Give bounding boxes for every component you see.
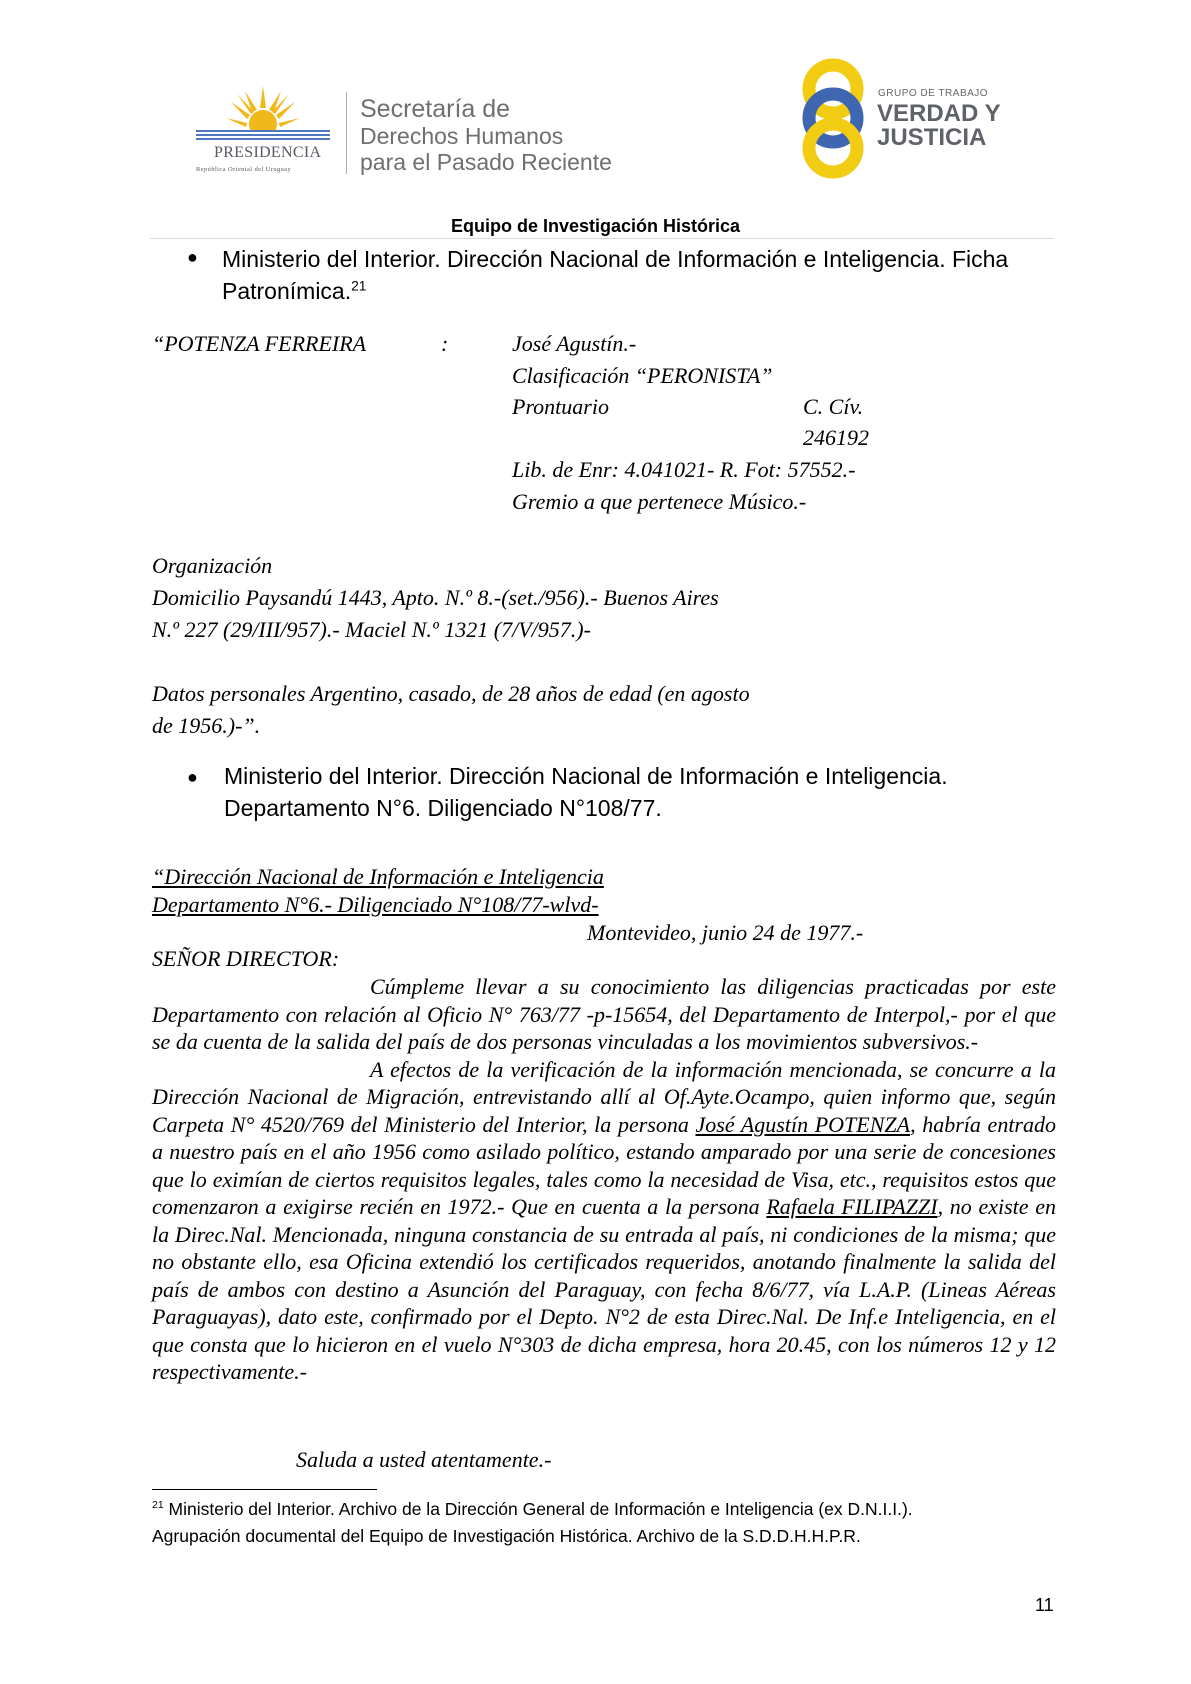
presidencia-logo (188, 86, 338, 174)
letter-header-1: “Dirección Nacional de Información e Inteligencia (152, 864, 604, 889)
footnote-line1: Ministerio del Interior. Archivo de la Dirección General de Información e Inteligencia (ex D.N.I.I.). (163, 1499, 913, 1519)
justicia-label: JUSTICIA (877, 124, 987, 151)
ficha-gremio: Gremio a que pertenece Músico.- (512, 489, 807, 514)
header-divider (346, 92, 347, 174)
grupo-label: GRUPO DE TRABAJO (878, 88, 989, 99)
ficha-domicilio-2: N.º 227 (29/III/957).- Maciel N.º 1321 (7/V/957.)- (152, 617, 591, 642)
bullet2-line2: Departamento N°6. Diligenciado N°108/77. (224, 795, 662, 821)
ficha-datos-1: Datos personales Argentino, casado, de 28 años de edad (en agosto (152, 681, 750, 706)
footnote-line2: Agrupación documental del Equipo de Investigación Histórica. Archivo de la S.D.D.H.H.P.R. (152, 1526, 861, 1546)
letter-body (152, 973, 1056, 1386)
page-title: Equipo de Investigación Histórica (450, 216, 741, 236)
ficha-organizacion: Organización (152, 553, 273, 578)
ficha-prontuario: Prontuario (512, 394, 609, 419)
letter-paragraph-2: A efectos de la verificación de la información mencionada, se concurre a la Dirección Nacional de Migración, entrevistando allí al Of.Ayte.Ocampo, quien informo que, según Carpeta N° 4520/769 del Ministerio del Interior, la persona José Agustín POTENZA, habría entrado a nuestro país en el año 1956 como asilado político, estando amparado por una serie de concesiones que lo eximían de ciertos requisitos legales, tales como la necesidad de Visa, etc., requisitos estos que comenzaron a exigirse recién en 1972.- Que en cuenta a la persona Rafaela FILIPAZZI, no existe en la Direc.Nal. Mencionada, ninguna constancia de su entrada al país, ni condiciones de la misma; que no obstante ello, esa Oficina extendió los certificados requeridos, anotando finalmente la salida del país de ambos con destino a Asunción del Paraguay, con fecha 8/6/77, vía L.A.P. (Lineas Aéreas Paraguayas), dato este, confirmado por el Depto. N°2 de esta Direc.Nal. De Inf.e Inteligencia, en el que consta que lo hicieron en el vuelo N°303 de dicha empresa, hora 20.45, con los números 12 y 12 respectivamente.- (152, 1056, 1056, 1384)
person-name-filipazzi: Rafaela FILIPAZZI (766, 1194, 938, 1219)
verdad-justicia-logo (800, 56, 1020, 181)
footnote-ref: 21 (351, 278, 367, 294)
secretaria-line2: Derechos Humanos (360, 123, 564, 149)
footnote-number: 21 (152, 1499, 164, 1512)
bullet1-text (222, 243, 1062, 307)
presidencia-stripes (196, 130, 330, 142)
bullet1-line1: Ministerio del Interior. Dirección Nacional de Información e Inteligencia. Ficha (222, 246, 1009, 272)
secretaria-line3: para el Pasado Reciente (360, 149, 612, 175)
ficha-domicilio-1: Domicilio Paysandú 1443, Apto. N.º 8.-(set./956).- Buenos Aires (152, 585, 719, 610)
ficha-name: José Agustín.- (512, 331, 637, 356)
letter-closing: Saluda a usted atentamente.- (296, 1447, 552, 1472)
presidencia-sublabel: República Oriental del Uruguay (196, 166, 292, 173)
ficha-clasificacion: Clasificación “PERONISTA” (512, 363, 773, 388)
title-rule (150, 238, 1054, 239)
ficha-lib-enr: Lib. de Enr: 4.041021- R. Fot: 57552.- (512, 457, 856, 482)
ficha-c-civ: C. Cív. (803, 394, 864, 419)
interlocking-rings-icon (800, 56, 866, 181)
secretaria-logo-text (360, 97, 612, 174)
ficha-datos-2: de 1956.)-”. (152, 713, 261, 738)
page-number: 11 (1035, 1595, 1054, 1615)
footnote (152, 1496, 1072, 1550)
letter-date: Montevideo, junio 24 de 1977.- (587, 920, 864, 945)
letter-salutation: SEÑOR DIRECTOR: (152, 946, 340, 971)
ficha-surname: “POTENZA FERREIRA (152, 331, 367, 356)
secretaria-line1: Secretaría de (360, 95, 511, 123)
bullet2-text (224, 760, 1064, 824)
footnote-rule (152, 1489, 377, 1490)
bullet2-line1: Ministerio del Interior. Dirección Nacional de Información e Inteligencia. (224, 763, 948, 789)
bullet-marker: ● (187, 247, 198, 267)
person-name-potenza: José Agustín POTENZA (695, 1111, 911, 1137)
ficha-c-civ-number: 246192 (803, 425, 869, 450)
verdad-label: VERDAD Y (877, 100, 1001, 127)
bullet-marker: ● (187, 767, 198, 787)
ficha-colon: : (441, 331, 449, 356)
bullet1-line2: Patronímica. (222, 278, 352, 304)
presidencia-label: PRESIDENCIA (214, 144, 322, 161)
letter-paragraph-1: Cúmpleme llevar a su conocimiento las diligencias practicadas por este Departamento con relación al Oficio N° 763/77 -p-15654, del Departamento de Interpol,- por el que se da cuenta de la salida del país de dos personas vinculadas a los movimientos subversivos.- (152, 974, 1056, 1054)
letter-header-2: Departamento N°6.- Diligenciado N°108/77-wlvd- (152, 892, 599, 917)
